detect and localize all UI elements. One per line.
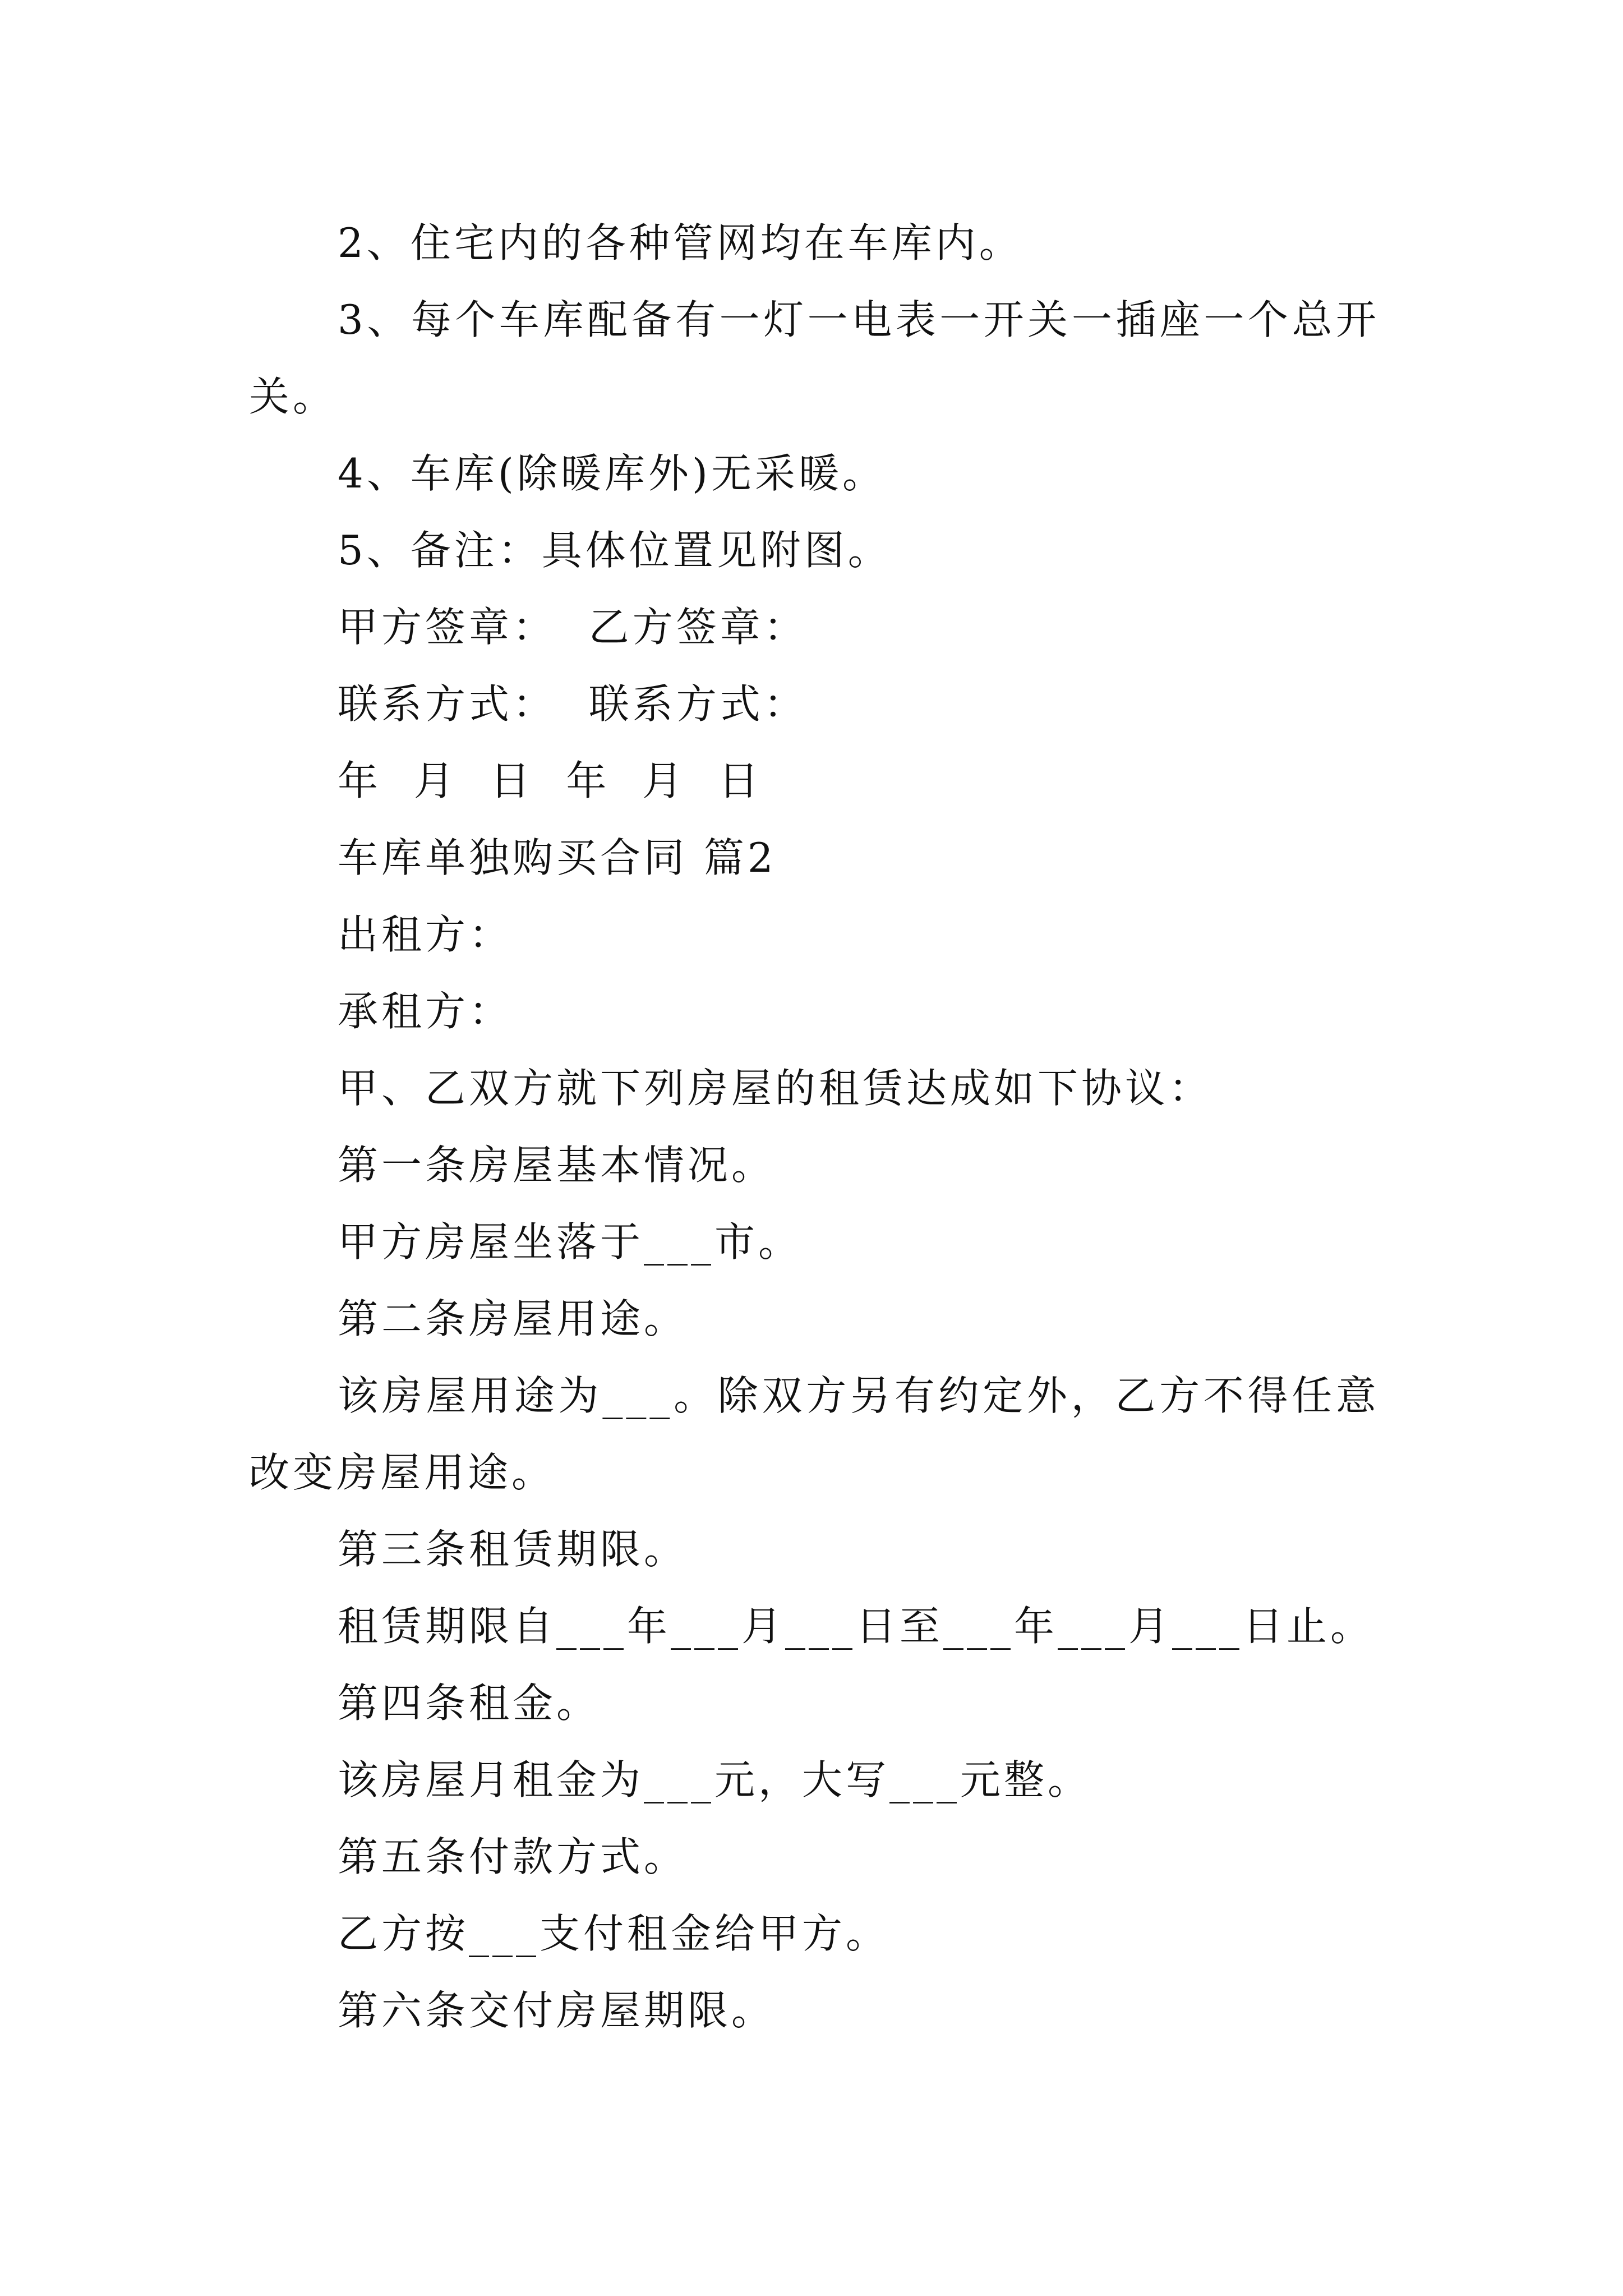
date-line: 年 月 日 年 月 日 [338,757,762,804]
paragraph-item-4: 4、车库(除暖库外)无采暖。 [338,450,886,497]
agreement-intro: 甲、乙双方就下列房屋的租赁达成如下协议： [338,1065,1213,1112]
document-body [249,205,1380,2049]
article-2-title: 第二条房屋用途。 [338,1295,688,1342]
section-heading: 车库单独购买合同 篇2 [338,834,777,881]
article-3-title: 第三条租赁期限。 [338,1526,688,1573]
article-2-body: 该房屋用途为___。除双方另有约定外，乙方不得任意改变房屋用途。 [249,1372,1380,1496]
article-1-body: 甲方房屋坐落于___市。 [338,1218,803,1266]
contact-line: 联系方式： 联系方式： [338,680,808,728]
paragraph-item-5-note: 5、备注：具体位置见附图。 [338,527,892,574]
lessor-line: 出租方： [338,911,513,958]
paragraph-item-3: 3、每个车库配备有一灯一电表一开关一插座一个总开关。 [249,296,1380,420]
paragraph-item-2: 2、住宅内的各种管网均在车库内。 [338,219,1023,266]
article-3-body: 租赁期限自___年___月___日至___年___月___日止。 [338,1603,1375,1650]
article-4-title: 第四条租金。 [338,1680,601,1727]
article-5-body: 乙方按___支付租金给甲方。 [338,1910,890,1957]
article-6-title: 第六条交付房屋期限。 [338,1987,776,2034]
article-5-title: 第五条付款方式。 [338,1833,688,1880]
article-1-title: 第一条房屋基本情况。 [338,1142,776,1189]
article-4-body: 该房屋月租金为___元，大写___元整。 [338,1756,1092,1803]
lessee-line: 承租方： [338,988,513,1035]
signature-line: 甲方签章： 乙方签章： [338,604,808,651]
